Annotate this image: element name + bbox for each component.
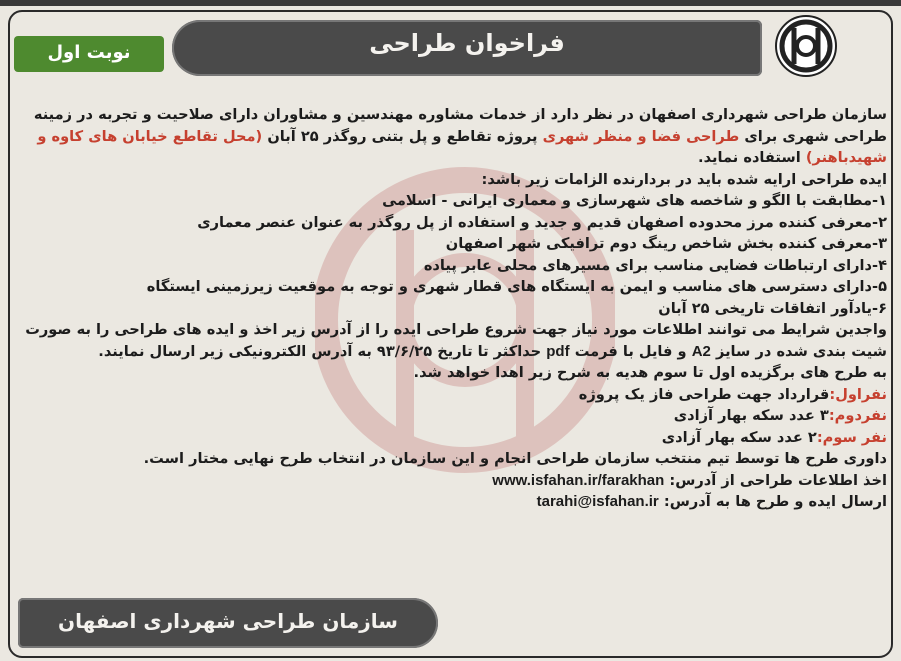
send-line [16, 491, 887, 513]
intro-highlight-1: طراحی فضا و منظر شهری [542, 127, 740, 145]
prize-label: نفردوم: [828, 407, 887, 424]
sheet-size: A2 [691, 342, 711, 360]
intro-text-1: سازمان طراحی شهرداری اصفهان در نظر دارد از خدمات مشاوره مهندسین و مشاوران دارای صلاحیت و تجربه در زمینه طراحی شهری برای [33, 106, 887, 145]
file-format: pdf [546, 342, 570, 360]
requirement-item: ۳-معرفی کننده بخش شاخص رینگ دوم ترافیکی شهر اصفهان [445, 235, 887, 252]
conditions-text-3: حداکثر تا تاریخ ۹۳/۶/۲۵ به آدرس الکترونیکی زیر ارسال نمایند. [98, 342, 542, 360]
footer-banner [18, 598, 438, 648]
prize-text: ۳ عدد سکه بهار آزادی [673, 407, 829, 424]
prize-item [16, 427, 887, 449]
requirements-heading: ایده طراحی ارایه شده باید در بردارنده الزامات زیر باشد: [481, 170, 887, 188]
requirement-item: ۵-دارای دسترسی های مناسب و ایمن به ایستگاه های قطار شهری و توجه به موقعیت زیرزمینی ایستگاه [146, 278, 887, 295]
prize-item [16, 384, 887, 406]
info-label: اخذ اطلاعات طراحی از آدرس: [669, 471, 887, 489]
page-title: فراخوان طراحی [369, 29, 565, 57]
info-url-link[interactable]: www.isfahan.ir/farakhan [492, 471, 665, 489]
conditions-text-2: و فایل با فرمت [574, 342, 687, 360]
edition-badge-label: نوبت اول [47, 42, 131, 63]
organization-name: سازمان طراحی شهرداری اصفهان [58, 609, 398, 633]
conditions-text-1: واجدین شرایط می توانند اطلاعات مورد نیاز جهت شروع طراحی ایده را از آدرس زیر اخذ و ایده های طراحی را به صورت شیت بندی شده در سایز [25, 321, 887, 360]
prizes-intro: به طرح های برگزیده اول تا سوم هدیه به شرح زیر اهدا خواهد شد. [413, 364, 887, 381]
prize-label: نفر سوم: [816, 428, 887, 446]
intro-text-3: استفاده نماید. [698, 149, 801, 166]
intro-highlight-2: (محل تقاطع خیابان های کاوه و شهیدباهنر) [37, 127, 887, 166]
title-banner [172, 20, 762, 76]
send-label: ارسال ایده و طرح ها به آدرس: [663, 493, 887, 510]
send-email-link[interactable]: tarahi@isfahan.ir [536, 493, 659, 510]
intro-text-2: پروژه تقاطع و پل بتنی روگذر ۲۵ آبان [267, 127, 538, 145]
requirement-item: ۲-معرفی کننده مرز محدوده اصفهان قدیم و جدید و استفاده از پل روگذر به عنوان عنصر معماری [197, 213, 887, 231]
info-line [16, 470, 887, 492]
judging-note: داوری طرح ها توسط تیم منتخب سازمان طراحی انجام و این سازمان در انتخاب طرح نهایی مختار است. [143, 450, 887, 467]
requirement-item: ۱-مطابقت با الگو و شاخصه های شهرسازی و معماری ایرانی - اسلامی [382, 192, 887, 209]
edition-badge [14, 36, 164, 72]
prize-label: نفراول: [829, 385, 887, 403]
announcement-body [16, 104, 887, 513]
conditions-paragraph [16, 319, 887, 362]
municipality-logo-icon [774, 14, 838, 78]
prize-text: ۲ عدد سکه بهار آزادی [661, 428, 817, 446]
top-rule [0, 0, 901, 6]
requirement-item: ۴-دارای ارتباطات فضایی مناسب برای مسیرهای محلی عابر پیاده [423, 256, 887, 274]
prize-text: قرارداد جهت طراحی فاز یک پروژه [578, 385, 830, 403]
intro-paragraph [16, 104, 887, 169]
requirement-item: ۶-یادآور اتفاقات تاریخی ۲۵ آبان [658, 299, 887, 317]
prize-item [16, 405, 887, 427]
